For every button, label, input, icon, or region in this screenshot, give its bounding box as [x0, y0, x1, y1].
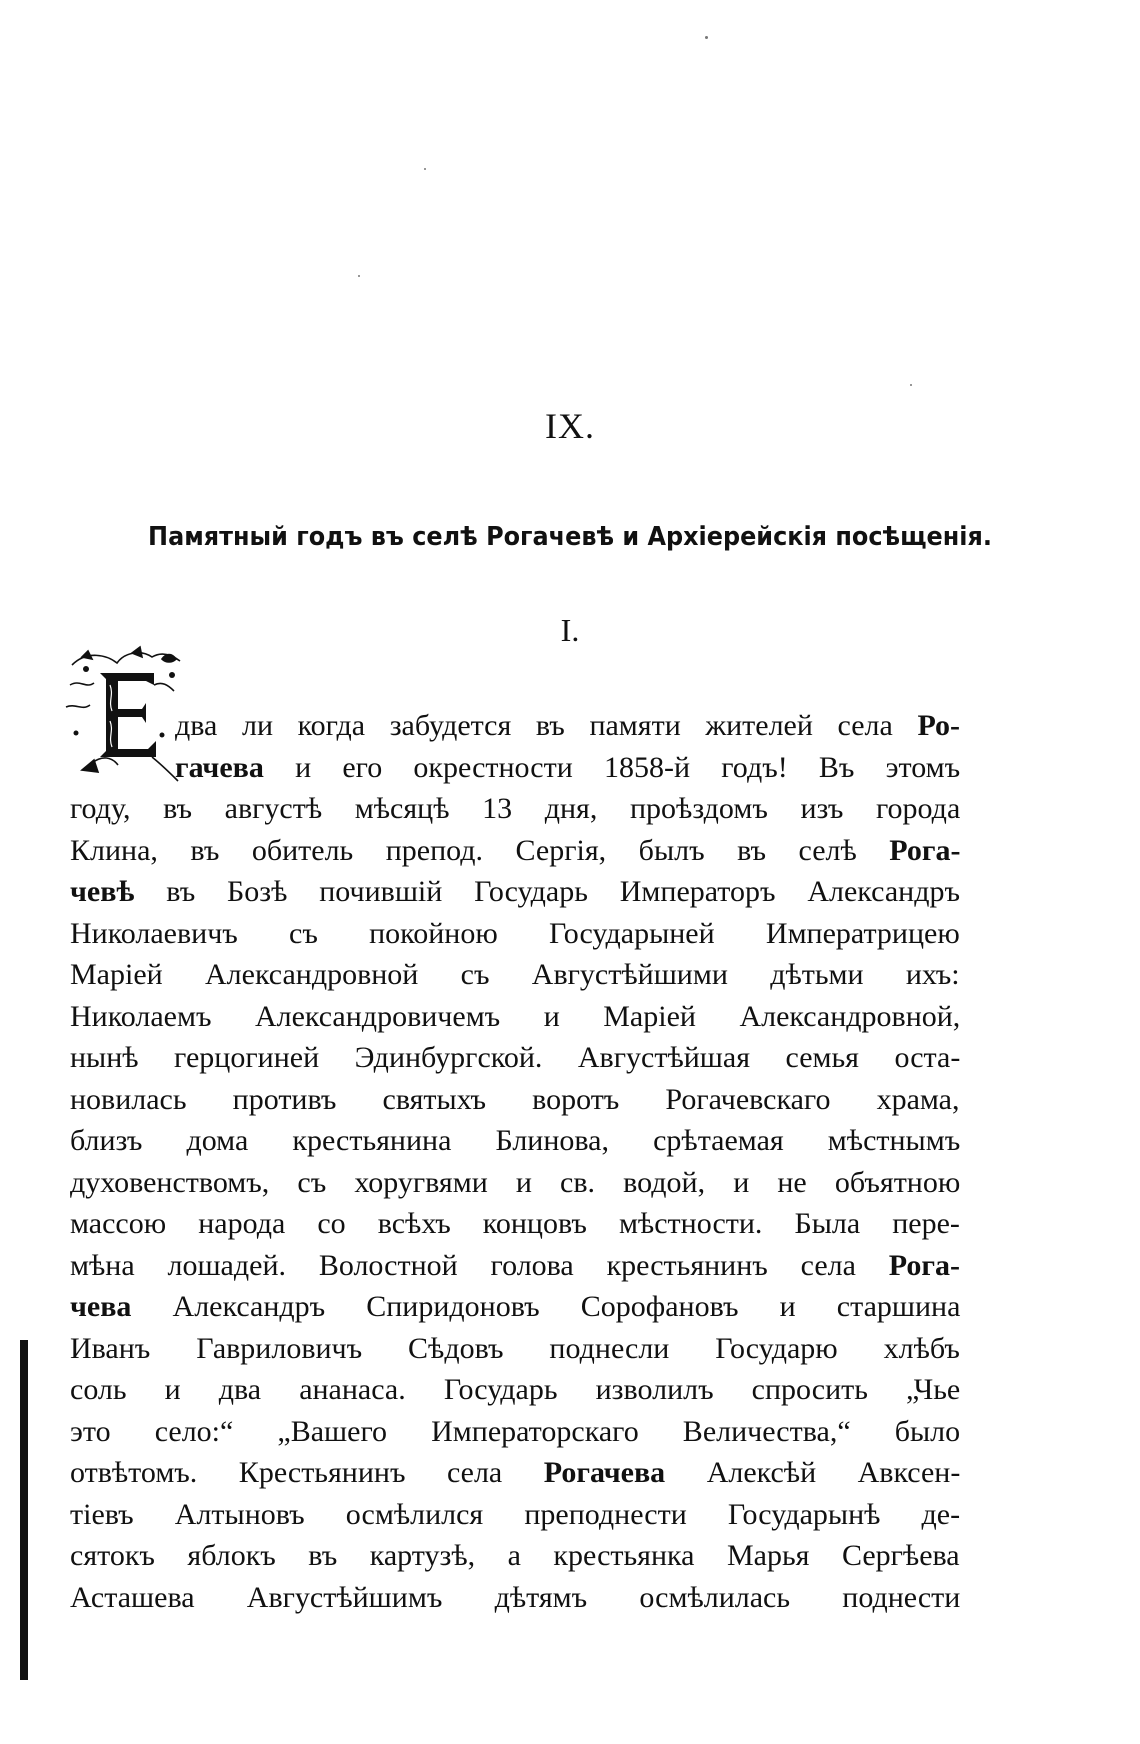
text-run: Николаемъ Александровичемъ и Маріей Александровной,: [70, 999, 961, 1033]
text-run: сятокъ яблокъ въ картузѣ, а крестьянка Марья Сергѣева: [70, 1539, 960, 1572]
text-run: два ли когда забудется въ памяти жителей села: [175, 709, 918, 742]
text-run: тіевъ Алтыновъ осмѣлился преподнести Государынѣ де-: [70, 1497, 961, 1531]
section-number: I.: [560, 612, 580, 648]
chapter-title: Памятный годъ въ селѣ Рогачевѣ и Архіерейскія посѣщенія.: [148, 522, 992, 552]
text-run: Александръ Спиридоновъ Сорофановъ и старшина: [131, 1290, 961, 1323]
paragraph: [70, 705, 960, 1618]
text-run: Клина, въ обитель препод. Сергія, былъ въ селѣ: [70, 833, 890, 867]
text-line: [70, 1328, 960, 1370]
text-line: [70, 1494, 960, 1536]
text-line: [70, 1203, 960, 1245]
text-run: Иванъ Гавриловичъ Сѣдовъ поднесли Государю хлѣбъ: [70, 1331, 960, 1365]
text-run: близъ дома крестьянина Блинова, срѣтаемая мѣстнымъ: [70, 1124, 961, 1157]
place-name-bold: Рогачева: [543, 1456, 666, 1489]
place-name-bold: чева: [70, 1290, 132, 1323]
text-line: [70, 1245, 960, 1287]
place-name-bold: Рога-: [888, 1248, 960, 1282]
text-run: нынѣ герцогиней Эдинбургской. Августѣйшая семья оста-: [70, 1041, 961, 1074]
text-line: [70, 954, 960, 996]
page-edge-mark: [20, 1340, 28, 1680]
text-line: [70, 830, 960, 872]
print-speck: [910, 384, 912, 386]
text-line: [70, 1120, 960, 1162]
text-line: [70, 1452, 960, 1494]
text-run: массою народа со всѣхъ концовъ мѣстности. Была пере-: [70, 1207, 960, 1240]
place-name-bold: гачева: [175, 750, 264, 784]
text-line: [70, 747, 960, 789]
print-speck: [358, 275, 360, 277]
place-name-bold: Рога-: [889, 833, 961, 867]
text-run: Асташева Августѣйшимъ дѣтямъ осмѣлилась поднести: [70, 1580, 961, 1614]
text-line: [70, 913, 960, 955]
text-line: [70, 1037, 960, 1079]
print-speck: [424, 168, 426, 170]
text-run: Маріей Александровной съ Августѣйшими дѣтьми ихъ:: [70, 958, 960, 991]
text-run: отвѣтомъ. Крестьянинъ села: [70, 1456, 544, 1489]
text-line: [70, 1286, 960, 1328]
text-line: [70, 1369, 960, 1411]
text-run: Алексѣй Авксен-: [665, 1456, 961, 1489]
text-run: новилась противъ святыхъ воротъ Рогачевскаго храма,: [70, 1082, 960, 1116]
place-name-bold: чевѣ: [70, 875, 135, 908]
text-run: соль и два ананаса. Государь изволилъ спросить „Чье: [70, 1373, 961, 1406]
text-line: [70, 788, 960, 830]
text-line: [70, 871, 960, 913]
text-run: это село:“ „Вашего Императорскаго Величества,“ было: [70, 1414, 961, 1448]
place-name-bold: Ро-: [917, 709, 961, 742]
print-speck: [705, 36, 708, 39]
text-line: [70, 1411, 960, 1453]
text-line: [70, 1162, 960, 1204]
text-run: мѣна лошадей. Волостной голова крестьянинъ села: [70, 1248, 889, 1282]
text-line: [70, 1535, 960, 1577]
text-line: [70, 1079, 960, 1121]
text-line: [70, 996, 960, 1038]
text-run: году, въ августѣ мѣсяцѣ 13 дня, проѣздомъ изъ города: [70, 792, 961, 825]
text-run: Николаевичъ съ покойною Государыней Императрицею: [70, 916, 960, 950]
text-run: въ Бозѣ почившій Государь Императоръ Александръ: [134, 875, 960, 908]
text-line: [70, 705, 960, 747]
chapter-number: IX.: [545, 406, 595, 446]
text-run: и его окрестности 1858-й годъ! Въ этомъ: [263, 750, 961, 784]
text-run: духовенствомъ, съ хоругвями и св. водой, и не объятною: [70, 1165, 961, 1199]
text-line: [70, 1577, 960, 1619]
